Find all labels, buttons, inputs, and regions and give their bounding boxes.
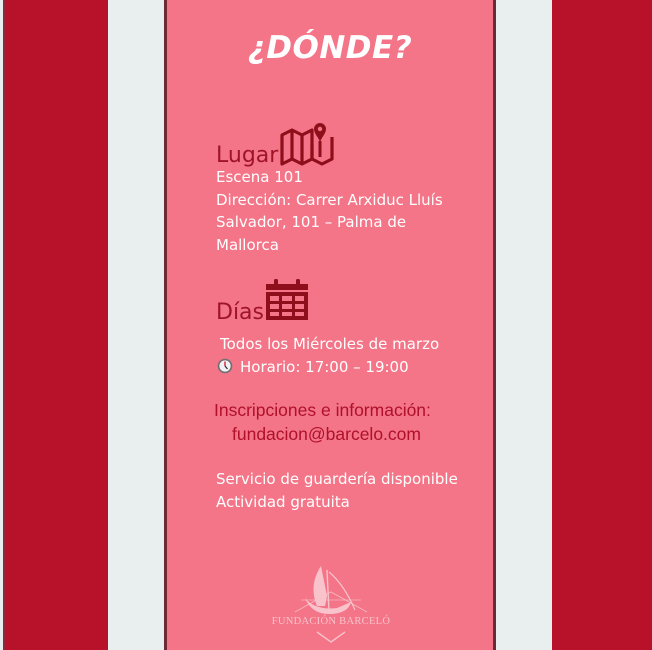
left-gray-band [108, 0, 164, 650]
right-gray-band [496, 0, 552, 650]
logo-text: FUNDACIÓN BARCELÓ [271, 616, 391, 627]
extras-list [216, 468, 458, 513]
schedule-text: Horario: 17:00 – 19:00 [240, 358, 409, 376]
calendar-icon [264, 278, 310, 322]
schedule-row [217, 356, 409, 379]
address-line-2: Salvador, 101 – Palma de [216, 213, 407, 231]
address-line-1: Dirección: Carrer Arxiduc Lluís [216, 190, 443, 209]
dias-label: Días [216, 300, 264, 325]
sailboat-logo-icon [271, 562, 391, 648]
lugar-details [216, 166, 443, 256]
lugar-label: Lugar [216, 143, 279, 168]
dias-details [220, 333, 439, 356]
lugar-heading [216, 121, 334, 167]
free-activity-text: Actividad gratuita [216, 492, 350, 511]
contact-email-link[interactable]: fundacion@barcelo.com [232, 424, 421, 444]
page-title: ¿DÓNDE? [247, 30, 413, 66]
venue-name: Escena 101 [216, 168, 303, 186]
fundacion-barcelo-logo [271, 562, 391, 648]
contact-label: Inscripciones e información: [214, 400, 431, 420]
dias-heading [216, 278, 310, 325]
address-line-3: Mallorca [216, 235, 279, 254]
childcare-text: Servicio de guardería disponible [216, 470, 458, 488]
right-red-band [552, 0, 652, 650]
clock-icon [217, 358, 233, 374]
left-red-band [5, 0, 108, 650]
map-pin-icon [280, 121, 334, 167]
info-panel [164, 0, 496, 650]
days-text: Todos los Miércoles de marzo [220, 335, 440, 353]
